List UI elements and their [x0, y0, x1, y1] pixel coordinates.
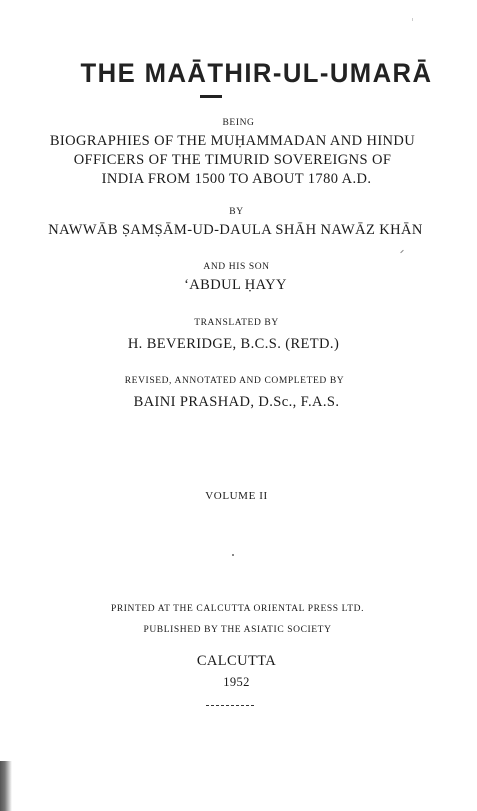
end-dash-rule [206, 705, 254, 707]
publisher-line: PUBLISHED BY THE ASIATIC SOCIETY [143, 625, 332, 635]
speck-mark [232, 554, 234, 556]
and-his-son-label: AND HIS SON [203, 262, 270, 272]
page-edge-shadow [0, 761, 12, 811]
description-line-1: BIOGRAPHIES OF THE MUḤAMMADAN AND HINDU [49, 133, 416, 149]
pencil-mark [400, 250, 404, 254]
author-name: NAWWĀB ṢAMṢĀM-UD-DAULA SHĀH NAWĀZ KHĀN [48, 222, 423, 238]
translated-by-label: TRANSLATED BY [194, 318, 279, 328]
volume-label: VOLUME II [205, 490, 268, 502]
reviser-name: BAINI PRASHAD, D.Sc., F.A.S. [133, 394, 340, 410]
son-name: ‘ABDUL ḤAYY [184, 277, 287, 293]
description-line-2: OFFICERS OF THE TIMURID SOVEREIGNS OF [73, 152, 392, 168]
title-rule [200, 95, 222, 98]
place-name: CALCUTTA [196, 653, 277, 669]
by-label: BY [229, 207, 244, 217]
printer-line: PRINTED AT THE CALCUTTA ORIENTAL PRESS LTD. [110, 604, 365, 614]
revised-by-label: REVISED, ANNOTATED AND COMPLETED BY [124, 376, 345, 386]
description-line-3: INDIA FROM 1500 TO ABOUT 1780 A.D. [101, 171, 372, 187]
speck-mark [412, 18, 413, 21]
publication-year: 1952 [223, 675, 250, 689]
being-label: BEING [222, 118, 255, 128]
book-title: THE MAĀTHIR-UL-UMARĀ [80, 58, 433, 88]
translator-name: H. BEVERIDGE, B.C.S. (RETD.) [127, 336, 340, 352]
